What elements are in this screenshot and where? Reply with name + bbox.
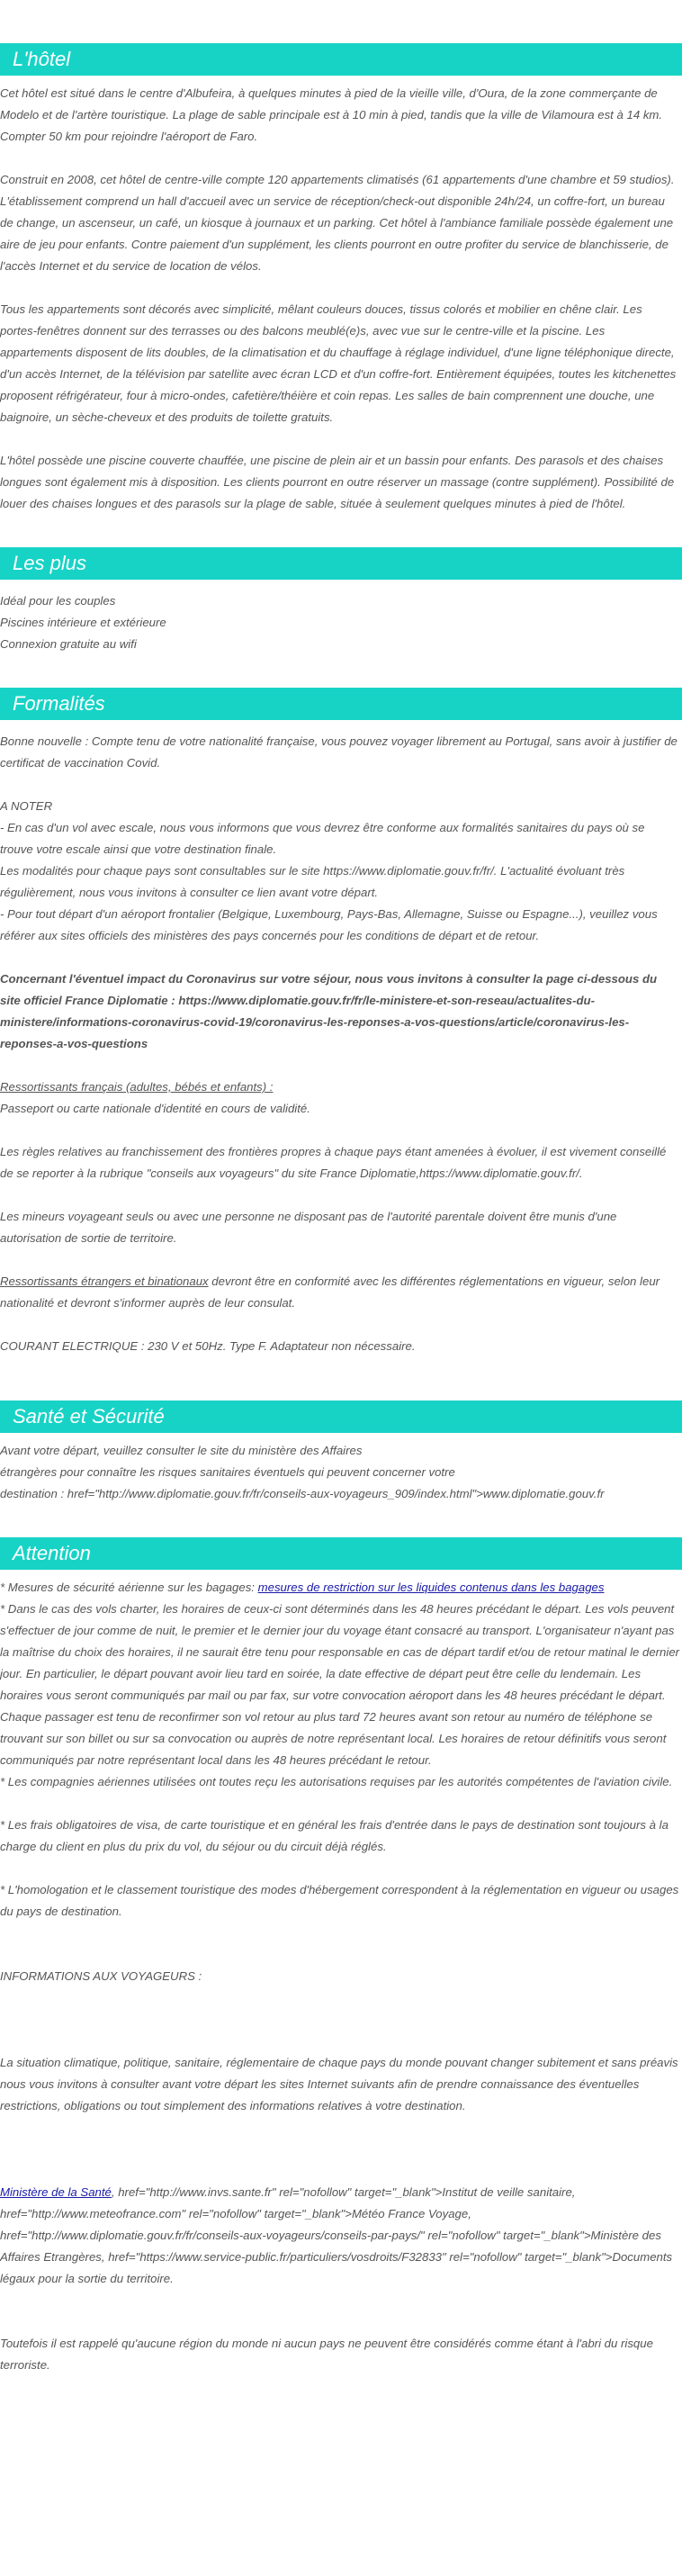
- section-title-attention: Attention: [0, 1537, 682, 1570]
- electric-current-text: COURANT ELECTRIQUE : 230 V et 50Hz. Type F. Adaptateur non nécessaire.: [0, 1339, 416, 1353]
- sante-line: Avant votre départ, veuillez consulter le site du ministère des Affaires: [0, 1444, 363, 1457]
- plus-content: [0, 580, 682, 655]
- good-news-text: Bonne nouvelle : Compte tenu de votre nationalité française, vous pouvez voyager librement au Portugal, sans avoir à justifier de certificat de vaccination Covid.: [0, 734, 678, 770]
- hotel-paragraph: Cet hôtel est situé dans le centre d'Albufeira, à quelques minutes à pied de la vieille ville, d'Oura, de la zone commerçante de Modelo et de l'artère touristique. La plage de sable principale est à 10 min à pied, tandis que la ville de Vilamoura est à 14 km. Compter 50 km pour rejoindre l'aéroport de Faro.: [0, 86, 663, 143]
- homologation-text: * L'homologation et le classement touristique des modes d'hébergement correspondent à la réglementation en vigueur ou usages du pays de destination.: [0, 1883, 679, 1918]
- airlines-text: * Les compagnies aériennes utilisées ont toutes reçu les autorisations requises par les autorités compétentes de l'aviation civile.: [0, 1775, 673, 1788]
- security-measures-text: [0, 1577, 682, 1599]
- situation-text: La situation climatique, politique, sanitaire, réglementaire de chaque pays du monde pouvant changer subitement et sans préavis: [0, 2056, 678, 2069]
- liquids-restriction-link[interactable]: mesures de restriction sur les liquides contenus dans les bagages: [257, 1581, 605, 1594]
- sante-line: destination : href="http://www.diplomatie.gouv.fr/fr/conseils-aux-voyageurs_909/index.html">www.diplomatie.gouv.fr: [0, 1487, 605, 1500]
- hotel-paragraph: L'hôtel possède une piscine couverte chauffée, une piscine de plein air et un bassin pour enfants. Des parasols et des chaises longues sont également mis à disposition. Les clients pourront en outre réserver un massage (contre supplément). Possibilité de louer des chaises longues et des parasols sur la plage de sable, située à seulement quelques minutes à pied de l'hôtel.: [0, 454, 675, 510]
- french-nationals-title: Ressortissants français (adultes, bébés et enfants) :: [0, 1080, 274, 1094]
- section-title-sante: Santé et Sécurité: [0, 1401, 682, 1433]
- section-title-plus: Les plus: [0, 547, 682, 580]
- fees-text: * Les frais obligatoires de visa, de carte touristique et en général les frais d'entrée dans le pays de destination sont toujours à la charge du client en plus du prix du vol, du séjour ou du circuit déjà réglés.: [0, 1818, 669, 1853]
- foreign-nationals-body: devront être en conformité avec les différentes réglementations en vigueur, selon leur nationalité et devront s'informer auprès de leur consulat.: [0, 1274, 660, 1310]
- plus-item: Piscines intérieure et extérieure: [0, 616, 166, 629]
- charter-flights-text: * Dans le cas des vols charter, les horaires de ceux-ci sont déterminés dans les 48 heures précédant le départ. Les vols peuvent s'effectuer de jour comme de nuit, le premier et le dernier jour du voyage étant consacré au transport. L'organisateur n'ayant pas la maîtrise du choix des horaires, il ne saurait être tenu pour responsable en cas de départ tardif et/ou de retour matinal le dernier jour. En particulier, le départ pouvant avoir lieu tard en soirée, la date effective de départ peut être celle du lendemain. Les horaires vous seront communiqués par mail ou par fax, sur votre convocation aéroport dans les 48 heures précédant le départ. Chaque passager est tenu de reconfirmer son vol retour au plus tard 72 heures avant son retour au numéro de téléphone se trouvant sur son billet ou sur sa convocation ou auprès de notre représentant local. Les horaires de retour définitifs vous seront communiqués par notre représentant local dans les 48 heures précédant le retour.: [0, 1602, 680, 1767]
- health-ministry-link[interactable]: Ministère de la Santé: [0, 2185, 112, 2199]
- hotel-paragraph: Construit en 2008, cet hôtel de centre-ville compte 120 appartements climatisés (61 appartements d'une chambre et 59 studios). L'établissement comprend un hall d'accueil avec un service de réception/check-out disponible 24h/24, un coffre-fort, un bureau de change, un ascenseur, un café, un kiosque à journaux et un parking. Cet hôtel à l'ambiance familiale possède également une aire de jeu pour enfants. Contre paiement d'un supplément, les clients pourront en outre profiter du service de blanchisserie, de l'accès Internet et du service de location de vélos.: [0, 173, 675, 273]
- covid-notice: Concernant l'éventuel impact du Coronavirus sur votre séjour, nous vous invitons à consulter la page ci-dessous du site officiel France Diplomatie : https://www.diplomatie.gouv.fr/fr/le-ministere-et-son-reseau/actualites-du-ministere/informations-coronavirus-covid-19/coronavirus-les-reponses-a-vos-questions/article/coronavirus-les-reponses-a-vos-questions: [0, 972, 658, 1050]
- sante-content: [0, 1433, 682, 1505]
- security-measures-prefix: * Mesures de sécurité aérienne sur les bagages:: [0, 1581, 258, 1594]
- attention-content: [0, 1570, 682, 2376]
- terrorism-warning-text: Toutefois il est rappelé qu'aucune région du monde ni aucun pays ne peuvent être considérés comme étant à l'abri du risque terroriste.: [0, 2337, 653, 2372]
- foreign-nationals-title: Ressortissants étrangers et binationaux: [0, 1274, 209, 1288]
- note-item: Les modalités pour chaque pays sont consultables sur le site https://www.diplomatie.gouv.fr/fr/. L'actualité évoluant très régulièrement, nous vous invitons à consulter ce lien avant votre départ.: [0, 864, 625, 899]
- note-item: - Pour tout départ d'un aéroport frontalier (Belgique, Luxembourg, Pays-Bas, Allemagne, Suisse ou Espagne...), veuillez vous référer aux sites officiels des ministères des pays concernés pour les conditions de départ et de retour.: [0, 907, 658, 942]
- french-nationals-text: Passeport ou carte nationale d'identité en cours de validité.: [0, 1102, 310, 1115]
- plus-item: Connexion gratuite au wifi: [0, 637, 137, 651]
- sante-line: étrangères pour connaître les risques sanitaires éventuels qui peuvent concerner votre: [0, 1465, 455, 1479]
- useful-links-text: [0, 2182, 682, 2290]
- useful-links-body: , href="http://www.invs.sante.fr" rel="nofollow" target="_blank">Institut de veille sanitaire, href="http://www.meteofrance.com" rel="nofollow" target="_blank">Météo France Voyage, href="http://www.diplomatie.gouv.fr/fr/conseils-aux-voyageurs/conseils-par-pays/" rel="nofollow" target="_blank">Ministère des Affaires Etrangères, href="https://www.service-public.fr/particuliers/vosdroits/F32833" rel="nofollow" target="_blank">Documents légaux pour la sortie du territoire.: [0, 2185, 673, 2285]
- section-title-formalites: Formalités: [0, 688, 682, 720]
- hotel-paragraph: Tous les appartements sont décorés avec simplicité, mêlant couleurs douces, tissus colorés et mobilier en chêne clair. Les portes-fenêtres donnent sur des terrasses ou des balcons meublé(e)s, avec vue sur le centre-ville et la piscine. Les appartements disposent de lits doubles, de la climatisation et du chauffage à réglage individuel, d'une ligne téléphonique directe, d'un accès Internet, de la télévision par satellite avec écran LCD et d'un coffre-fort. Entièrement équipées, toutes les kitchenettes proposent réfrigérateur, four à micro-ondes, cafetière/théière et coin repas. Les salles de bain comprennent une douche, une baignoire, un sèche-cheveux et des produits de toilette gratuits.: [0, 302, 677, 424]
- hotel-content: [0, 76, 682, 515]
- note-title: A NOTER: [0, 799, 53, 813]
- plus-item: Idéal pour les couples: [0, 594, 116, 608]
- minors-text: Les mineurs voyageant seuls ou avec une personne ne disposant pas de l'autorité parentale doivent être munis d'une autorisation de sortie de territoire.: [0, 1210, 617, 1245]
- section-title-hotel: L'hôtel: [0, 43, 682, 76]
- formalites-content: [0, 720, 682, 1357]
- foreign-nationals-text: [0, 1271, 682, 1314]
- traveler-info-title: INFORMATIONS AUX VOYAGEURS :: [0, 1969, 202, 1983]
- situation-text: nous vous invitons à consulter avant votre départ les sites Internet suivants afin de prendre connaissance des éventuelles restrictions, obligations ou tout simplement des informations relatives à votre destination.: [0, 2077, 640, 2112]
- note-item: - En cas d'un vol avec escale, nous vous informons que vous devrez être conforme aux formalités sanitaires du pays où se trouve votre escale ainsi que votre destination finale.: [0, 821, 645, 856]
- border-rules-text: Les règles relatives au franchissement des frontières propres à chaque pays étant amenées à évoluer, il est vivement conseillé de se reporter à la rubrique "conseils aux voyageurs" du site France Diplomatie,https://www.diplomatie.gouv.fr/.: [0, 1145, 667, 1180]
